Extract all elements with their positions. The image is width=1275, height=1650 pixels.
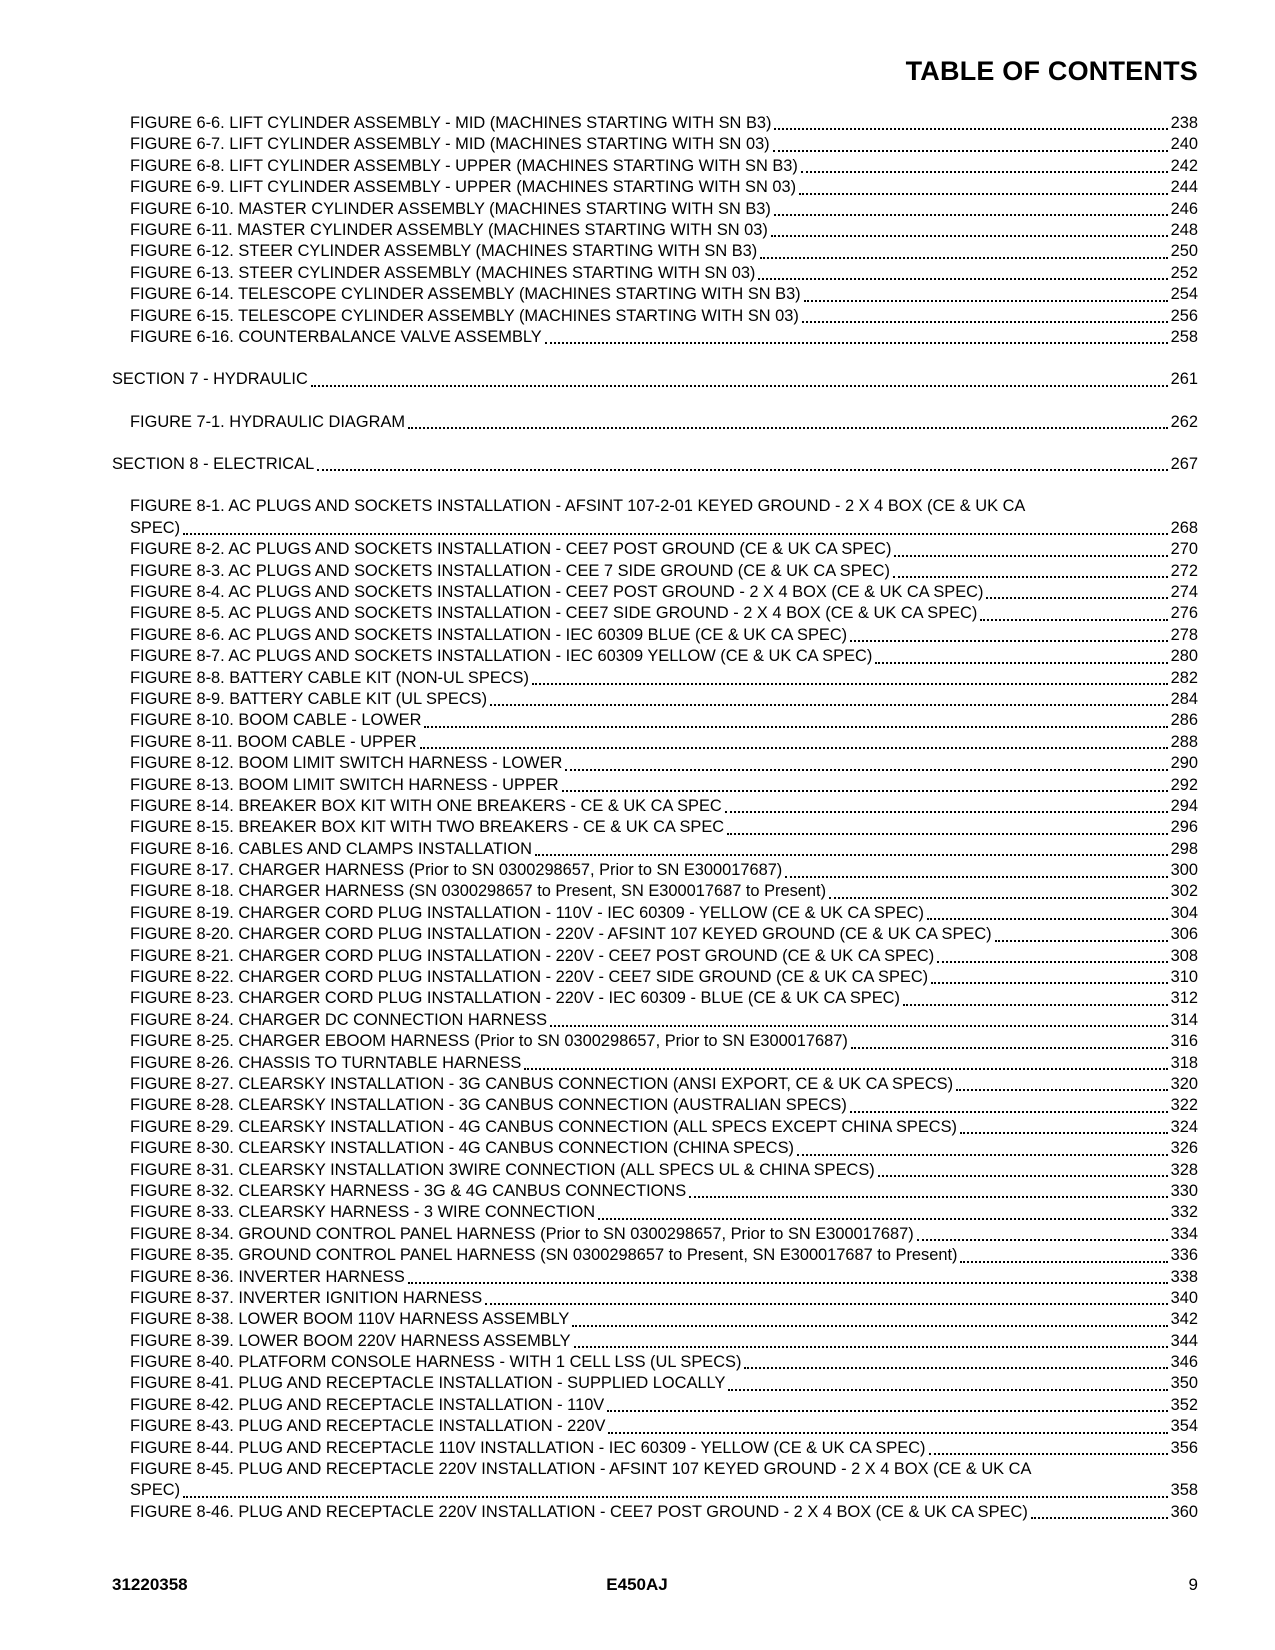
toc-entry[interactable] — [0, 1416, 1275, 1437]
toc-entry[interactable] — [0, 732, 1275, 753]
dot-leader — [903, 1004, 1168, 1006]
dot-leader — [850, 1111, 1168, 1113]
dot-leader — [771, 235, 1168, 237]
toc-entry-label: FIGURE 8-46. PLUG AND RECEPTACLE 220V INSTALLATION - CEE7 POST GROUND - 2 X 4 BOX (CE & UK CA SPEC) — [130, 1502, 1028, 1521]
dot-leader — [960, 1261, 1167, 1263]
toc-entry[interactable] — [0, 924, 1275, 945]
toc-entry-label: FIGURE 8-34. GROUND CONTROL PANEL HARNESS (Prior to SN 0300298657, Prior to SN E300017687) — [130, 1224, 914, 1243]
toc-page-number: 310 — [1170, 968, 1198, 987]
dot-leader — [485, 1303, 1167, 1305]
toc-page-number: 338 — [1170, 1267, 1198, 1286]
toc-page-number: 238 — [1170, 113, 1198, 132]
toc-page-number: 246 — [1170, 199, 1198, 218]
toc-entry-label-line2: SPEC) — [130, 518, 181, 537]
dot-leader — [917, 1239, 1168, 1241]
toc-page-number: 358 — [1170, 1481, 1198, 1500]
dot-leader — [408, 427, 1168, 429]
toc-page-number: 242 — [1170, 156, 1198, 175]
toc-page-number: 278 — [1170, 625, 1198, 644]
toc-page-number: 240 — [1170, 135, 1198, 154]
toc-entry[interactable] — [0, 1031, 1275, 1052]
toc-page-number: 318 — [1170, 1053, 1198, 1072]
toc-page-number: 340 — [1170, 1288, 1198, 1307]
toc-page-number: 330 — [1170, 1181, 1198, 1200]
toc-entry-label: FIGURE 8-3. AC PLUGS AND SOCKETS INSTALLATION - CEE 7 SIDE GROUND (CE & UK CA SPEC) — [130, 561, 890, 580]
toc-entry[interactable] — [0, 903, 1275, 924]
dot-leader — [774, 128, 1167, 130]
toc-page-number: 298 — [1170, 839, 1198, 858]
dot-leader — [801, 171, 1168, 173]
dot-leader — [774, 214, 1168, 216]
toc-page-number: 336 — [1170, 1246, 1198, 1265]
dot-leader — [894, 555, 1167, 557]
toc-page-number: 267 — [1170, 455, 1198, 474]
toc-entry[interactable] — [0, 1438, 1275, 1459]
toc-group-section-6-figures — [0, 113, 1275, 348]
toc-entry-label: FIGURE 6-8. LIFT CYLINDER ASSEMBLY - UPPER (MACHINES STARTING WITH SN B3) — [130, 156, 798, 175]
toc-entry-label: FIGURE 8-18. CHARGER HARNESS (SN 0300298657 to Present, SN E300017687 to Present) — [130, 882, 827, 901]
toc-page-number: 286 — [1170, 711, 1198, 730]
toc-page-number: 282 — [1170, 668, 1198, 687]
toc-entry-continuation — [0, 518, 1275, 539]
dot-leader — [804, 300, 1168, 302]
toc-entry[interactable] — [0, 753, 1275, 774]
toc-entry-label: FIGURE 8-44. PLUG AND RECEPTACLE 110V INSTALLATION - IEC 60309 - YELLOW (CE & UK CA SPEC) — [130, 1438, 926, 1457]
toc-page-number: 312 — [1170, 989, 1198, 1008]
dot-leader — [183, 533, 1168, 535]
toc-page-number: 322 — [1170, 1096, 1198, 1115]
toc-page-number: 346 — [1170, 1353, 1198, 1372]
toc-entry[interactable] — [0, 1373, 1275, 1394]
toc-entry[interactable] — [0, 134, 1275, 155]
toc-entry[interactable] — [0, 113, 1275, 134]
toc-page-number: 306 — [1170, 925, 1198, 944]
toc-entry[interactable] — [0, 839, 1275, 860]
toc-entry-label: FIGURE 8-6. AC PLUGS AND SOCKETS INSTALLATION - IEC 60309 BLUE (CE & UK CA SPEC) — [130, 625, 848, 644]
toc-page-number: 262 — [1170, 412, 1198, 431]
toc-page-number: 334 — [1170, 1224, 1198, 1243]
toc-entry-label: FIGURE 8-40. PLATFORM CONSOLE HARNESS - WITH 1 CELL LSS (UL SPECS) — [130, 1353, 742, 1372]
toc-page-number: 290 — [1170, 754, 1198, 773]
toc-entry-label: FIGURE 8-19. CHARGER CORD PLUG INSTALLATION - 110V - IEC 60309 - YELLOW (CE & UK CA SPEC) — [130, 903, 924, 922]
toc-entry-label: FIGURE 8-27. CLEARSKY INSTALLATION - 3G CANBUS CONNECTION (ANSI EXPORT, CE & UK CA SPECS) — [130, 1075, 954, 1093]
toc-entry[interactable] — [0, 327, 1275, 348]
toc-page-number: 270 — [1170, 540, 1198, 559]
toc-entry-label: FIGURE 8-43. PLUG AND RECEPTACLE INSTALLATION - 220V — [130, 1417, 606, 1436]
dot-leader — [937, 961, 1167, 963]
toc-page-number: 256 — [1170, 306, 1198, 325]
dot-leader — [875, 662, 1167, 664]
dot-leader — [773, 150, 1168, 152]
toc-entry[interactable] — [0, 988, 1275, 1009]
toc-page-number: 280 — [1170, 647, 1198, 666]
toc-entry-label: FIGURE 8-20. CHARGER CORD PLUG INSTALLATION - 220V - AFSINT 107 KEYED GROUND (CE & UK CA SPEC) — [130, 925, 992, 944]
toc-entry[interactable] — [0, 1181, 1275, 1202]
toc-entry-label: FIGURE 8-9. BATTERY CABLE KIT (UL SPECS) — [130, 689, 488, 708]
page-footer — [0, 1575, 1275, 1599]
toc-page-number: 294 — [1170, 796, 1198, 815]
toc-page-number: 244 — [1170, 178, 1198, 197]
toc-entry[interactable] — [0, 1309, 1275, 1330]
toc-group-section-7-figures — [0, 412, 1275, 433]
toc-entry-label: FIGURE 6-11. MASTER CYLINDER ASSEMBLY (MACHINES STARTING WITH SN 03) — [130, 220, 768, 239]
dot-leader — [802, 321, 1168, 323]
toc-section-label: SECTION 7 - HYDRAULIC — [112, 370, 308, 389]
toc-page-number: 300 — [1170, 861, 1198, 880]
toc-entry[interactable] — [0, 582, 1275, 603]
toc-page-number: 254 — [1170, 285, 1198, 304]
toc-entry[interactable] — [0, 625, 1275, 646]
dot-leader — [535, 854, 1168, 856]
footer-page-number: 9 — [1188, 1575, 1198, 1594]
toc-entry[interactable] — [0, 1117, 1275, 1138]
toc-entry-label: FIGURE 8-16. CABLES AND CLAMPS INSTALLATION — [130, 839, 532, 858]
toc-list — [0, 113, 1275, 1523]
toc-page-number: 284 — [1170, 689, 1198, 708]
toc-entry-label: FIGURE 6-9. LIFT CYLINDER ASSEMBLY - UPPER (MACHINES STARTING WITH SN 03) — [130, 178, 797, 197]
toc-entry-label: FIGURE 8-21. CHARGER CORD PLUG INSTALLATION - 220V - CEE7 POST GROUND (CE & UK CA SPEC) — [130, 946, 935, 965]
toc-page-number: 316 — [1170, 1032, 1198, 1051]
toc-page-number: 302 — [1170, 882, 1198, 901]
dot-leader — [550, 1025, 1168, 1027]
toc-entry[interactable] — [0, 1267, 1275, 1288]
toc-page-number: 250 — [1170, 242, 1198, 261]
toc-entry[interactable] — [0, 539, 1275, 560]
dot-leader — [995, 940, 1168, 942]
toc-entry-label: FIGURE 8-26. CHASSIS TO TURNTABLE HARNESS — [130, 1053, 522, 1072]
toc-entry-label: FIGURE 8-25. CHARGER EBOOM HARNESS (Prior to SN 0300298657, Prior to SN E300017687) — [130, 1032, 848, 1051]
toc-entry[interactable] — [0, 1395, 1275, 1416]
toc-entry-label: FIGURE 6-14. TELESCOPE CYLINDER ASSEMBLY (MACHINES STARTING WITH SN B3) — [130, 285, 801, 304]
toc-entry-label: FIGURE 6-10. MASTER CYLINDER ASSEMBLY (MACHINES STARTING WITH SN B3) — [130, 199, 771, 218]
dot-leader — [1031, 1517, 1168, 1519]
dot-leader — [760, 257, 1167, 259]
dot-leader — [317, 469, 1167, 471]
toc-entry-label: FIGURE 8-24. CHARGER DC CONNECTION HARNESS — [130, 1010, 548, 1029]
toc-entry[interactable] — [0, 1010, 1275, 1031]
dot-leader — [311, 385, 1168, 387]
toc-entry[interactable] — [0, 1074, 1275, 1095]
toc-page-number: 344 — [1170, 1331, 1198, 1350]
dot-leader — [725, 811, 1168, 813]
toc-entry-label: FIGURE 8-2. AC PLUGS AND SOCKETS INSTALLATION - CEE7 POST GROUND (CE & UK CA SPEC) — [130, 540, 892, 559]
dot-leader — [572, 1325, 1167, 1327]
dot-leader — [565, 769, 1167, 771]
toc-entry[interactable] — [0, 967, 1275, 988]
toc-page-number: 268 — [1170, 518, 1198, 537]
toc-entry-label: FIGURE 8-33. CLEARSKY HARNESS - 3 WIRE CONNECTION — [130, 1203, 596, 1222]
toc-entry-label: FIGURE 8-38. LOWER BOOM 110V HARNESS ASSEMBLY — [130, 1310, 570, 1329]
toc-entry-label: FIGURE 8-22. CHARGER CORD PLUG INSTALLATION - 220V - CEE7 SIDE GROUND (CE & UK CA SPEC) — [130, 968, 929, 987]
dot-leader — [986, 597, 1167, 599]
footer-model: E450AJ — [606, 1575, 668, 1594]
dot-leader — [929, 1453, 1168, 1455]
toc-entry[interactable] — [0, 1095, 1275, 1116]
toc-entry[interactable] — [0, 668, 1275, 689]
toc-page-number: 356 — [1170, 1438, 1198, 1457]
toc-entry-label: FIGURE 8-35. GROUND CONTROL PANEL HARNESS (SN 0300298657 to Present, SN E300017687 to Present) — [130, 1246, 958, 1265]
toc-entry-label: FIGURE 6-12. STEER CYLINDER ASSEMBLY (MACHINES STARTING WITH SN B3) — [130, 242, 758, 261]
toc-entry[interactable] — [0, 1160, 1275, 1181]
dot-leader — [424, 726, 1167, 728]
toc-entry-label: FIGURE 6-16. COUNTERBALANCE VALVE ASSEMBLY — [130, 327, 542, 346]
toc-entry-label: FIGURE 8-17. CHARGER HARNESS (Prior to SN 0300298657, Prior to SN E300017687) — [130, 861, 783, 880]
toc-section-8[interactable] — [0, 454, 1275, 475]
toc-page-number: 248 — [1170, 220, 1198, 239]
dot-leader — [829, 897, 1168, 899]
dot-leader — [574, 1346, 1168, 1348]
toc-entry[interactable] — [0, 177, 1275, 198]
toc-entry[interactable] — [0, 1245, 1275, 1266]
dot-leader — [420, 747, 1168, 749]
toc-page-number: 288 — [1170, 732, 1198, 751]
page-title: TABLE OF CONTENTS — [905, 56, 1198, 86]
toc-entry[interactable] — [0, 775, 1275, 796]
toc-page-number: 342 — [1170, 1310, 1198, 1329]
dot-leader — [608, 1432, 1167, 1434]
toc-entry-label: FIGURE 6-7. LIFT CYLINDER ASSEMBLY - MID (MACHINES STARTING WITH SN 03) — [130, 135, 770, 154]
toc-page-number: 354 — [1170, 1417, 1198, 1436]
toc-entry-label: FIGURE 8-11. BOOM CABLE - UPPER — [130, 732, 417, 751]
dot-leader — [490, 704, 1168, 706]
toc-entry-label: FIGURE 8-32. CLEARSKY HARNESS - 3G & 4G CANBUS CONNECTIONS — [130, 1181, 687, 1200]
toc-entry-label: FIGURE 8-8. BATTERY CABLE KIT (NON-UL SPECS) — [130, 668, 529, 687]
toc-page-number: 276 — [1170, 604, 1198, 623]
dot-leader — [744, 1367, 1167, 1369]
toc-entry[interactable] — [0, 1288, 1275, 1309]
toc-entry-label: FIGURE 8-10. BOOM CABLE - LOWER — [130, 711, 422, 730]
toc-entry[interactable] — [0, 241, 1275, 262]
footer-doc-number: 31220358 — [112, 1575, 188, 1594]
toc-entry-label: FIGURE 8-15. BREAKER BOX KIT WITH TWO BREAKERS - CE & UK CA SPEC — [130, 818, 725, 837]
toc-entry[interactable] — [0, 1202, 1275, 1223]
toc-entry-label: FIGURE 8-7. AC PLUGS AND SOCKETS INSTALLATION - IEC 60309 YELLOW (CE & UK CA SPEC) — [130, 647, 873, 666]
toc-page-number: 252 — [1170, 263, 1198, 282]
toc-entry[interactable] — [0, 1224, 1275, 1245]
toc-page-number: 332 — [1170, 1203, 1198, 1222]
dot-leader — [183, 1496, 1168, 1498]
toc-entry[interactable] — [0, 946, 1275, 967]
dot-leader — [799, 193, 1168, 195]
dot-leader — [850, 640, 1167, 642]
toc-page-number: 296 — [1170, 818, 1198, 837]
toc-entry[interactable] — [0, 199, 1275, 220]
toc-entry-label: FIGURE 8-29. CLEARSKY INSTALLATION - 4G CANBUS CONNECTION (ALL SPECS EXCEPT CHINA SPECS) — [130, 1117, 958, 1136]
dot-leader — [980, 619, 1167, 621]
toc-entry-figure-8-1[interactable] — [0, 496, 1275, 539]
toc-entry-figure-8-46[interactable] — [0, 1502, 1275, 1523]
toc-entry-label: FIGURE 8-36. INVERTER HARNESS — [130, 1267, 405, 1286]
toc-group-section-8-figures — [0, 539, 1275, 1459]
dot-leader — [931, 982, 1167, 984]
toc-entry[interactable] — [0, 1352, 1275, 1373]
dot-leader — [598, 1218, 1168, 1220]
toc-entry[interactable] — [0, 156, 1275, 177]
dot-leader — [851, 1047, 1168, 1049]
dot-leader — [524, 1068, 1167, 1070]
toc-entry-label: FIGURE 8-31. CLEARSKY INSTALLATION 3WIRE CONNECTION (ALL SPECS UL & CHINA SPECS) — [130, 1160, 875, 1179]
toc-page-number: 326 — [1170, 1139, 1198, 1158]
toc-entry-label: FIGURE 8-14. BREAKER BOX KIT WITH ONE BREAKERS - CE & UK CA SPEC — [130, 796, 722, 815]
toc-page-number: 314 — [1170, 1010, 1198, 1029]
dot-leader — [878, 1175, 1168, 1177]
toc-entry-label: FIGURE 6-15. TELESCOPE CYLINDER ASSEMBLY (MACHINES STARTING WITH SN 03) — [130, 306, 799, 325]
toc-entry[interactable] — [0, 561, 1275, 582]
toc-entry[interactable] — [0, 689, 1275, 710]
toc-entry-label: FIGURE 8-23. CHARGER CORD PLUG INSTALLATION - 220V - IEC 60309 - BLUE (CE & UK CA SPEC) — [130, 989, 900, 1008]
toc-entry-label-line1: FIGURE 8-45. PLUG AND RECEPTACLE 220V INSTALLATION - AFSINT 107 KEYED GROUND - 2 X 4 BOX (CE & UK CA — [130, 1460, 1032, 1479]
toc-entry[interactable] — [0, 796, 1275, 817]
toc-page-number: 328 — [1170, 1160, 1198, 1179]
dot-leader — [727, 833, 1168, 835]
toc-entry[interactable] — [0, 646, 1275, 667]
toc-entry[interactable] — [0, 817, 1275, 838]
toc-page-number: 352 — [1170, 1395, 1198, 1414]
dot-leader — [689, 1196, 1167, 1198]
toc-page-number: 350 — [1170, 1374, 1198, 1393]
toc-entry[interactable] — [0, 263, 1275, 284]
toc-entry[interactable] — [0, 412, 1275, 433]
toc-entry[interactable] — [0, 1138, 1275, 1159]
toc-entry[interactable] — [0, 220, 1275, 241]
toc-entry-label-line2: SPEC) — [130, 1481, 181, 1500]
dot-leader — [956, 1089, 1168, 1091]
dot-leader — [545, 342, 1168, 344]
toc-entry[interactable] — [0, 882, 1275, 903]
dot-leader — [728, 1389, 1167, 1391]
toc-entry-label: FIGURE 8-13. BOOM LIMIT SWITCH HARNESS - UPPER — [130, 775, 559, 794]
toc-entry-label: FIGURE 8-41. PLUG AND RECEPTACLE INSTALLATION - SUPPLIED LOCALLY — [130, 1374, 726, 1393]
toc-entry[interactable] — [0, 603, 1275, 624]
dot-leader — [408, 1282, 1168, 1284]
toc-entry-label-line1: FIGURE 8-1. AC PLUGS AND SOCKETS INSTALLATION - AFSINT 107-2-01 KEYED GROUND - 2 X 4 BOX (CE & UK CA — [130, 497, 1026, 516]
toc-page-number: 304 — [1170, 903, 1198, 922]
toc-entry-label: FIGURE 8-42. PLUG AND RECEPTACLE INSTALLATION - 110V — [130, 1395, 605, 1414]
toc-page-number: 324 — [1170, 1117, 1198, 1136]
toc-entry[interactable] — [0, 1331, 1275, 1352]
dot-leader — [532, 683, 1168, 685]
toc-page-number: 274 — [1170, 583, 1198, 602]
dot-leader — [785, 876, 1167, 878]
toc-page-number: 261 — [1170, 370, 1198, 389]
toc-entry-label: FIGURE 8-30. CLEARSKY INSTALLATION - 4G CANBUS CONNECTION (CHINA SPECS) — [130, 1139, 794, 1158]
toc-entry-figure-8-45[interactable] — [0, 1459, 1275, 1502]
toc-entry-label: FIGURE 8-5. AC PLUGS AND SOCKETS INSTALLATION - CEE7 SIDE GROUND - 2 X 4 BOX (CE & UK CA SPEC) — [130, 604, 978, 623]
dot-leader — [607, 1410, 1167, 1412]
toc-page-number: 308 — [1170, 946, 1198, 965]
toc-entry-label: FIGURE 6-13. STEER CYLINDER ASSEMBLY (MACHINES STARTING WITH SN 03) — [130, 263, 756, 282]
dot-leader — [797, 1154, 1168, 1156]
toc-page-number: 320 — [1170, 1075, 1198, 1093]
toc-entry-label: FIGURE 8-4. AC PLUGS AND SOCKETS INSTALLATION - CEE7 POST GROUND - 2 X 4 BOX (CE & UK CA SPEC) — [130, 583, 984, 602]
dot-leader — [562, 790, 1168, 792]
toc-page-number: 292 — [1170, 775, 1198, 794]
toc-entry[interactable] — [0, 860, 1275, 881]
toc-entry[interactable] — [0, 284, 1275, 305]
toc-section-label: SECTION 8 - ELECTRICAL — [112, 455, 315, 474]
toc-section-7[interactable] — [0, 369, 1275, 390]
toc-entry[interactable] — [0, 710, 1275, 731]
toc-entry-label: FIGURE 7-1. HYDRAULIC DIAGRAM — [130, 412, 406, 431]
toc-entry[interactable] — [0, 1053, 1275, 1074]
toc-entry-label: FIGURE 8-12. BOOM LIMIT SWITCH HARNESS - LOWER — [130, 754, 563, 773]
dot-leader — [893, 576, 1168, 578]
toc-entry-label: FIGURE 8-37. INVERTER IGNITION HARNESS — [130, 1288, 483, 1307]
toc-page-number: 272 — [1170, 561, 1198, 580]
dot-leader — [758, 278, 1167, 280]
toc-entry-label: FIGURE 8-39. LOWER BOOM 220V HARNESS ASSEMBLY — [130, 1331, 571, 1350]
toc-page-number: 360 — [1170, 1502, 1198, 1521]
toc-entry[interactable] — [0, 306, 1275, 327]
toc-page-number: 258 — [1170, 327, 1198, 346]
dot-leader — [927, 918, 1168, 920]
dot-leader — [960, 1132, 1168, 1134]
toc-entry-continuation — [0, 1480, 1275, 1501]
toc-entry-label: FIGURE 6-6. LIFT CYLINDER ASSEMBLY - MID (MACHINES STARTING WITH SN B3) — [130, 113, 772, 132]
toc-entry-label: FIGURE 8-28. CLEARSKY INSTALLATION - 3G CANBUS CONNECTION (AUSTRALIAN SPECS) — [130, 1096, 847, 1115]
